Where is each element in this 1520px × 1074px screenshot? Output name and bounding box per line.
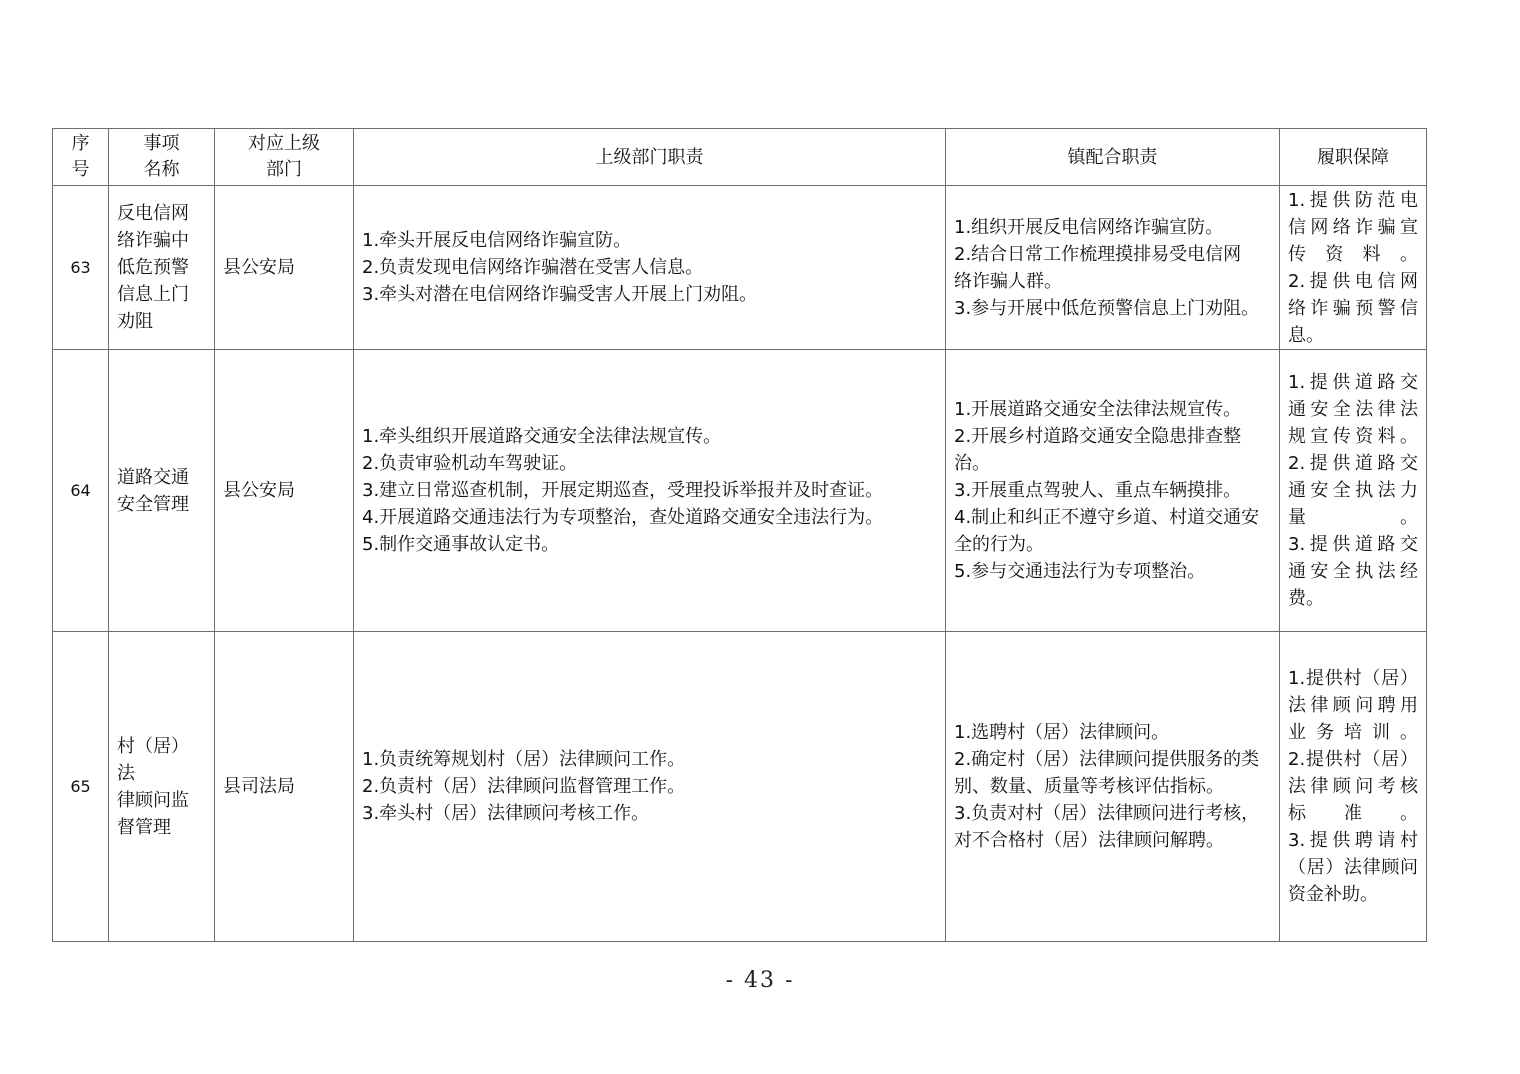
cell-upper-duties [354, 632, 946, 942]
cell-support-line: 传资料。 [1288, 243, 1418, 265]
cell-upper-duties-line: 1.牵头开展反电信网络诈骗宣防。 [362, 230, 632, 251]
cell-support-line: 标准。 [1288, 803, 1418, 824]
header-item-name [109, 129, 215, 186]
header-item-line: 名称 [143, 159, 180, 180]
cell-support-line: 规宣传资料。 [1288, 426, 1418, 447]
cell-support-line: 资金补助。 [1288, 884, 1378, 905]
cell-town-duties [946, 186, 1280, 350]
cell-upper-duties-line: 4.开展道路交通违法行为专项整治，查处道路交通安全违法行为。 [362, 507, 884, 528]
header-dept-line: 对应上级 [248, 133, 320, 154]
cell-no: 63 [53, 186, 109, 350]
cell-upper-duties-line: 5.制作交通事故认定书。 [362, 534, 560, 555]
cell-town-duties [946, 350, 1280, 632]
cell-support-line: 信网络诈骗宣 [1288, 216, 1418, 238]
cell-town-duties-line: 2.结合日常工作梳理摸排易受电信网 [954, 243, 1242, 265]
cell-support-line: （居）法律顾问 [1288, 857, 1418, 878]
cell-support-line: 量。 [1288, 507, 1418, 528]
cell-upper-duties-line: 3.牵头村（居）法律顾问考核工作。 [362, 803, 650, 824]
cell-upper-duties [354, 350, 946, 632]
table-row [53, 632, 1427, 942]
cell-upper-duties-line: 3.牵头对潜在电信网络诈骗受害人开展上门劝阻。 [362, 284, 758, 305]
cell-support-line: 通安全执法经 [1288, 561, 1418, 582]
cell-support-line: 1.提供村（居） [1288, 668, 1418, 689]
cell-support [1280, 632, 1427, 942]
cell-upper-duties [354, 186, 946, 350]
cell-item-name [109, 632, 215, 942]
cell-support [1280, 186, 1427, 350]
cell-upper-dept: 县公安局 [215, 350, 354, 632]
table-row [53, 350, 1427, 632]
cell-item-name-line: 督管理 [117, 816, 171, 838]
cell-item-name [109, 350, 215, 632]
cell-town-duties-line: 2.确定村（居）法律顾问提供服务的类 [954, 749, 1260, 770]
page-number: - 43 - [725, 968, 795, 993]
cell-upper-duties-line: 1.负责统筹规划村（居）法律顾问工作。 [362, 749, 686, 770]
header-row [53, 129, 1427, 186]
cell-support-line: 2.提供村（居） [1288, 749, 1418, 770]
cell-town-duties-line: 4.制止和纠正不遵守乡道、村道交通安 [954, 507, 1260, 528]
cell-item-name-line: 道路交通 [117, 466, 189, 488]
cell-item-name [109, 186, 215, 350]
cell-item-name-line: 信息上门 [117, 284, 189, 305]
cell-upper-duties-line: 2.负责审验机动车驾驶证。 [362, 453, 578, 474]
cell-support-line: 息。 [1288, 324, 1324, 346]
cell-no: 64 [53, 350, 109, 632]
cell-support-line: 通安全法律法 [1288, 399, 1418, 420]
table-row [53, 186, 1427, 350]
cell-upper-duties-line: 2.负责村（居）法律顾问监督管理工作。 [362, 776, 686, 797]
cell-item-name-line: 反电信网 [117, 203, 189, 224]
cell-support-line: 络诈骗预警信 [1288, 297, 1418, 319]
cell-item-name-line: 安全管理 [117, 493, 189, 515]
header-upper-duties: 上级部门职责 [354, 129, 946, 186]
cell-town-duties-line: 3.开展重点驾驶人、重点车辆摸排。 [954, 480, 1242, 501]
cell-support-line: 费。 [1288, 588, 1324, 609]
header-no-line: 序 [71, 133, 90, 154]
cell-town-duties-line: 全的行为。 [954, 534, 1044, 555]
cell-town-duties-line: 对不合格村（居）法律顾问解聘。 [954, 830, 1224, 851]
cell-no: 65 [53, 632, 109, 942]
cell-town-duties-line: 5.参与交通违法行为专项整治。 [954, 561, 1206, 582]
cell-town-duties-line: 1.选聘村（居）法律顾问。 [954, 722, 1170, 743]
cell-upper-dept: 县司法局 [215, 632, 354, 942]
cell-item-name-line: 劝阻 [117, 311, 153, 332]
cell-support-line: 业务培训。 [1288, 722, 1418, 743]
header-upper-dept [215, 129, 354, 186]
cell-support-line: 通安全执法力 [1288, 480, 1418, 501]
cell-upper-dept: 县公安局 [215, 186, 354, 350]
header-no [53, 129, 109, 186]
cell-item-name-line: 络诈骗中 [117, 230, 189, 251]
cell-upper-duties-line: 2.负责发现电信网络诈骗潜在受害人信息。 [362, 257, 704, 278]
cell-item-name-line: 村（居）法 [117, 735, 189, 784]
cell-town-duties-line: 1.组织开展反电信网络诈骗宣防。 [954, 216, 1224, 238]
cell-support-line: 2.提供电信网 [1288, 270, 1418, 292]
cell-town-duties-line: 2.开展乡村道路交通安全隐患排查整 [954, 426, 1242, 447]
header-dept-line: 部门 [266, 159, 302, 180]
cell-town-duties-line: 1.开展道路交通安全法律法规宣传。 [954, 399, 1242, 420]
header-support: 履职保障 [1280, 129, 1427, 186]
cell-upper-duties-line: 1.牵头组织开展道路交通安全法律法规宣传。 [362, 426, 722, 447]
cell-support-line: 1.提供防范电 [1288, 189, 1418, 211]
cell-support-line: 1.提供道路交 [1288, 372, 1418, 393]
cell-support-line: 3.提供道路交 [1288, 534, 1418, 555]
cell-support-line: 3.提供聘请村 [1288, 830, 1418, 851]
header-town-duties: 镇配合职责 [946, 129, 1280, 186]
cell-town-duties-line: 别、数量、质量等考核评估指标。 [954, 776, 1224, 797]
cell-support-line: 法律顾问考核 [1288, 776, 1418, 797]
cell-item-name-line: 律顾问监 [117, 789, 189, 811]
cell-item-name-line: 低危预警 [117, 257, 189, 278]
cell-support-line: 2.提供道路交 [1288, 453, 1418, 474]
cell-town-duties-line: 3.参与开展中低危预警信息上门劝阻。 [954, 297, 1260, 319]
header-item-line: 事项 [143, 133, 180, 154]
cell-upper-duties-line: 3.建立日常巡查机制，开展定期巡查，受理投诉举报并及时查证。 [362, 480, 884, 501]
cell-support [1280, 350, 1427, 632]
cell-support-line: 法律顾问聘用 [1288, 695, 1418, 716]
cell-town-duties-line: 治。 [954, 453, 990, 474]
cell-town-duties [946, 632, 1280, 942]
duty-table [52, 128, 1427, 942]
cell-town-duties-line: 络诈骗人群。 [954, 270, 1062, 292]
cell-town-duties-line: 3.负责对村（居）法律顾问进行考核， [954, 803, 1260, 824]
header-no-line: 号 [71, 159, 90, 180]
